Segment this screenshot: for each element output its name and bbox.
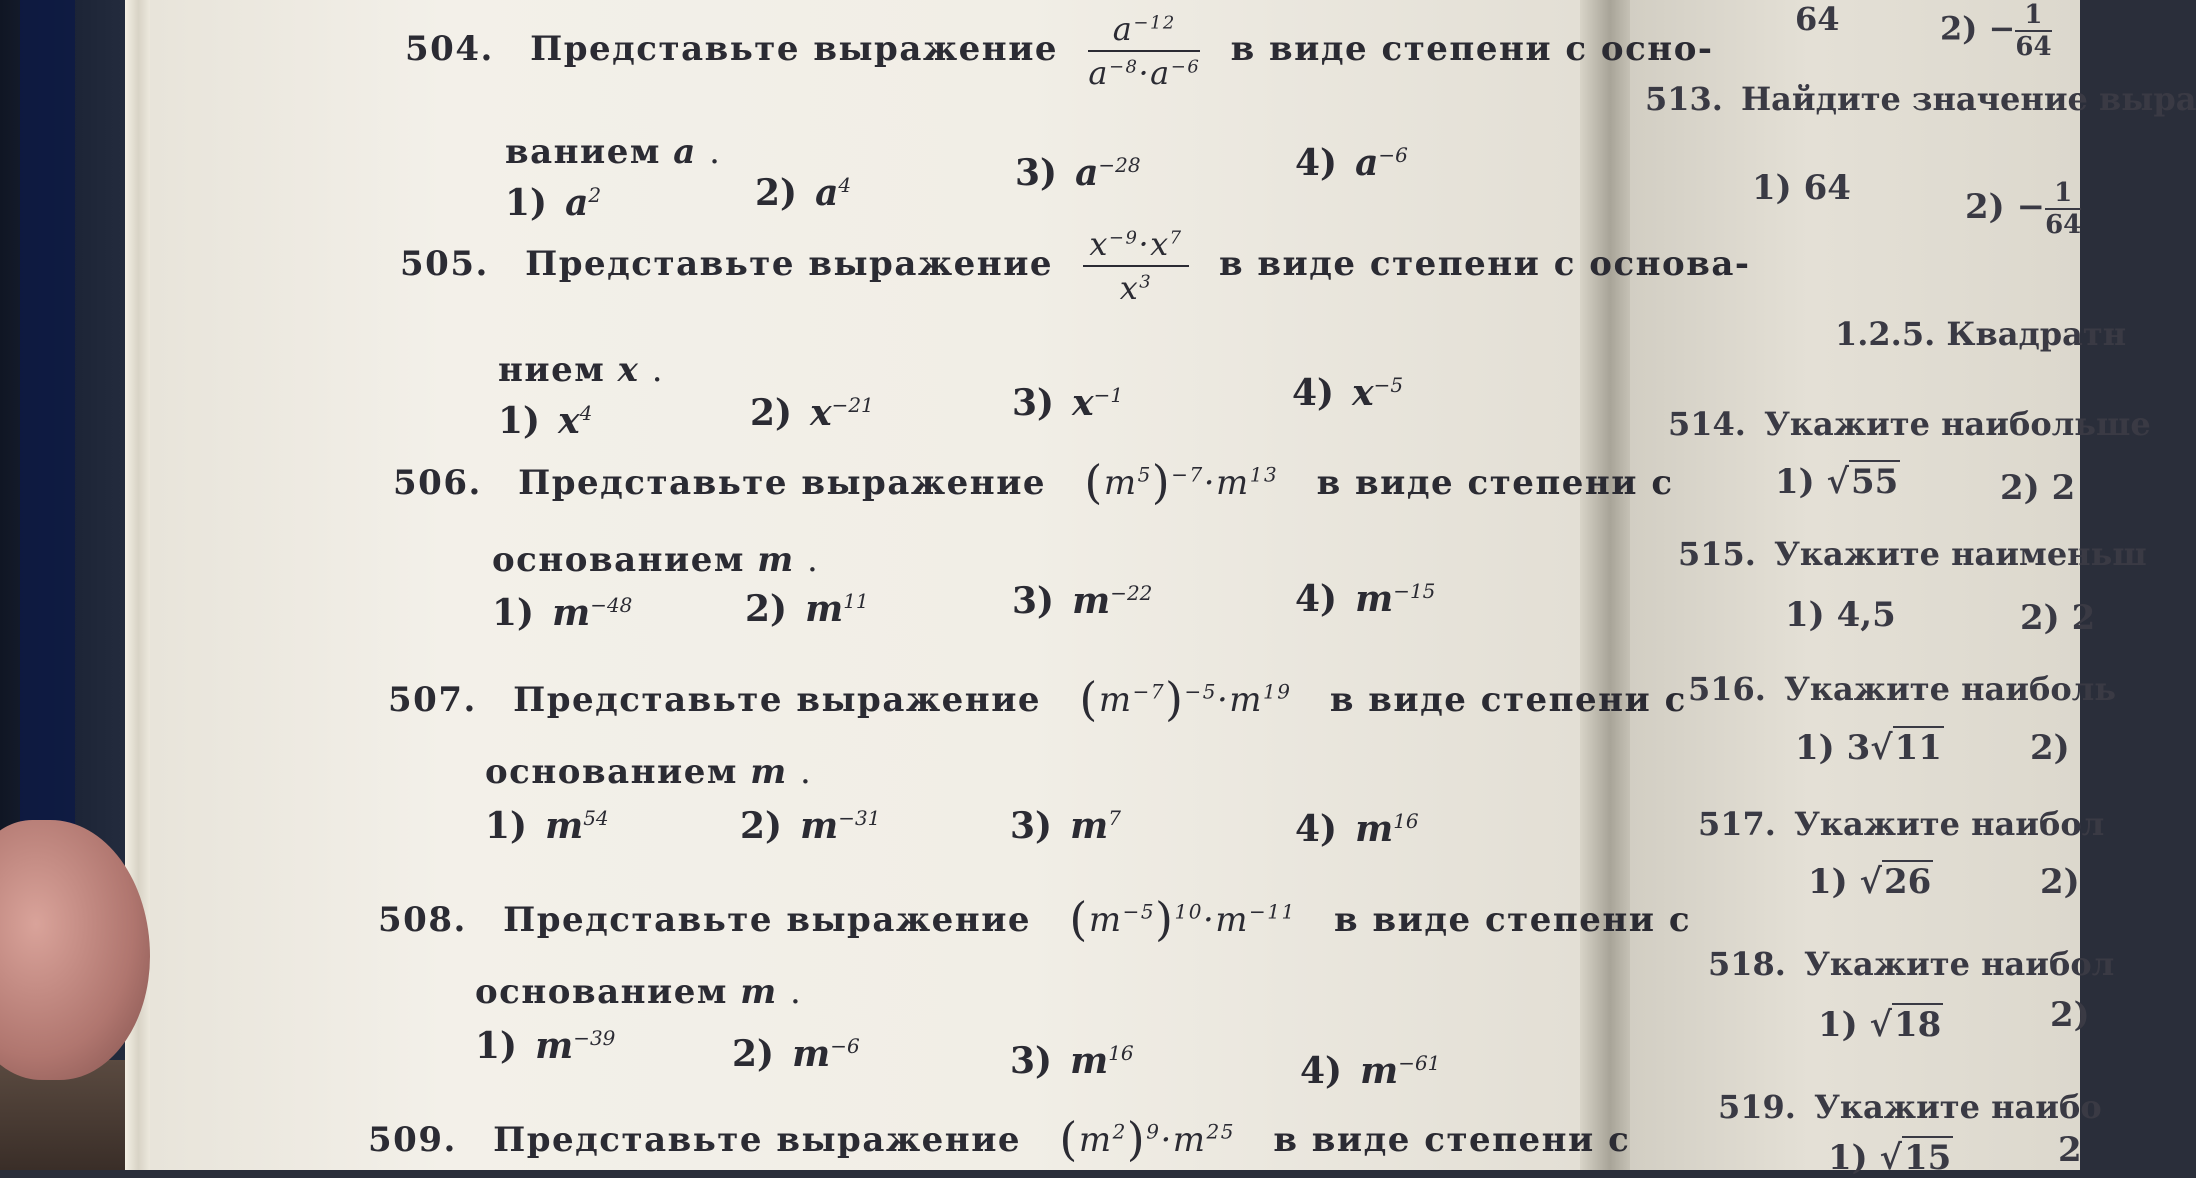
problem-513-options: 1) 64 bbox=[1752, 168, 1851, 208]
section-heading: 1.2.5. Квадратн bbox=[1835, 315, 2127, 353]
problem-number: 504. bbox=[405, 29, 494, 69]
expression: $(m^5)^{-7}\cdot m^{13}$ bbox=[1084, 455, 1279, 509]
problem-509: 509. Представьте выражение $(m^2)^9\cdot m^{25}$ в виде степени с bbox=[368, 1112, 1631, 1166]
problem-506: 506. Представьте выражение $(m^5)^{-7}\cdot m^{13}$ в виде степени с bbox=[393, 455, 1674, 509]
option-508-1: 1) $m^{-39}$ bbox=[475, 1025, 616, 1067]
option-504-2: 2) $a^4$ bbox=[755, 172, 852, 214]
problem-505: 505. Представьте выражение $\frac{x^{-9}\cdot x^7}{x^3}$ в виде степени с основа- bbox=[400, 225, 1751, 307]
problem-519: 519. Укажите наибо bbox=[1718, 1088, 2102, 1126]
option-506-4: 4) $m^{-15}$ bbox=[1295, 578, 1436, 620]
expression: $(m^2)^9\cdot m^{25}$ bbox=[1059, 1112, 1235, 1166]
problem-514-options: 1) √55 bbox=[1775, 462, 1899, 502]
option-508-3: 3) $m^{16}$ bbox=[1010, 1040, 1134, 1082]
problem-517: 517. Укажите наибол bbox=[1698, 805, 2105, 843]
problem-504-cont: ванием a . bbox=[505, 132, 722, 172]
problem-518: 518. Укажите наибол bbox=[1708, 945, 2115, 983]
option-504-1: 1) $a^2$ bbox=[505, 182, 602, 224]
problem-516-option-2: 2) bbox=[2030, 728, 2070, 768]
option-504-3: 3) $a^{-28}$ bbox=[1015, 152, 1141, 194]
problem-506-cont: основанием m . bbox=[492, 540, 820, 580]
option-508-4: 4) $m^{-61}$ bbox=[1300, 1050, 1441, 1092]
option-506-2: 2) $m^{11}$ bbox=[745, 588, 869, 630]
problem-518-options: 1) √18 bbox=[1818, 1005, 1942, 1045]
problem-tail: в виде степени с осно- bbox=[1230, 29, 1714, 69]
option-506-3: 3) $m^{-22}$ bbox=[1012, 580, 1153, 622]
option-506-1: 1) $m^{-48}$ bbox=[492, 592, 633, 634]
problem-513-option-2: 2) − $\frac{1}{64}$ bbox=[1965, 178, 2082, 240]
problem-516: 516. Укажите наиболь bbox=[1688, 670, 2116, 708]
problem-507-cont: основанием m . bbox=[485, 752, 813, 792]
problem-516-options: 1) 3√11 bbox=[1795, 728, 1942, 768]
problem-519-options: 1) √15 bbox=[1828, 1138, 1952, 1178]
option-505-4: 4) $x^{-5}$ bbox=[1292, 372, 1404, 414]
problem-517-option-2: 2) bbox=[2040, 862, 2080, 902]
option-507-4: 4) $m^{16}$ bbox=[1295, 808, 1419, 850]
option-507-2: 2) $m^{-31}$ bbox=[740, 805, 881, 847]
problem-508-cont: основанием m . bbox=[475, 972, 803, 1012]
option-507-1: 1) $m^{54}$ bbox=[485, 805, 609, 847]
problem-507: 507. Представьте выражение $(m^{-7})^{-5}\cdot m^{19}$ в виде степени с bbox=[388, 672, 1687, 726]
problem-515: 515. Укажите наименьш bbox=[1678, 535, 2147, 573]
problem-519-option-2: 2 bbox=[2058, 1130, 2082, 1170]
problem-514-option-2: 2) 2 bbox=[2000, 468, 2076, 508]
problem-515-option-2: 2) 2 bbox=[2020, 598, 2096, 638]
problem-514: 514. Укажите наибольше bbox=[1668, 405, 2151, 443]
option-504-4: 4) $a^{-6}$ bbox=[1295, 142, 1408, 184]
problem-518-option-2: 2) bbox=[2050, 995, 2090, 1035]
problem-513: 513. Найдите значение выра bbox=[1645, 80, 2196, 118]
problem-508: 508. Представьте выражение $(m^{-5})^{10}\cdot m^{-11}$ в виде степени с bbox=[378, 892, 1692, 946]
problem-505-cont: нием x . bbox=[498, 350, 664, 390]
option-505-3: 3) $x^{-1}$ bbox=[1012, 382, 1124, 424]
fraction: $\frac{a^{-12}}{a^{-8}\cdot a^{-6}}$ bbox=[1088, 10, 1201, 92]
expression: $(m^{-5})^{10}\cdot m^{-11}$ bbox=[1069, 892, 1296, 946]
problem-515-options: 1) 4,5 bbox=[1785, 595, 1896, 635]
expression: $(m^{-7})^{-5}\cdot m^{19}$ bbox=[1079, 672, 1292, 726]
problem-504 bbox=[405, 10, 1713, 92]
option-507-3: 3) $m^7$ bbox=[1010, 805, 1121, 847]
option-508-2: 2) $m^{-6}$ bbox=[732, 1033, 860, 1075]
problem-517-options: 1) √26 bbox=[1808, 862, 1932, 902]
right-top-option: 2) − $\frac{1}{64}$ bbox=[1940, 0, 2052, 62]
problem-text: Представьте выражение bbox=[530, 29, 1059, 69]
fraction: $\frac{x^{-9}\cdot x^7}{x^3}$ bbox=[1083, 225, 1188, 307]
option-505-1: 1) $x^4$ bbox=[498, 400, 593, 442]
option-505-2: 2) $x^{-21}$ bbox=[750, 392, 874, 434]
right-top-64: 64 bbox=[1795, 0, 1840, 38]
right-book-page bbox=[1630, 0, 2080, 1170]
